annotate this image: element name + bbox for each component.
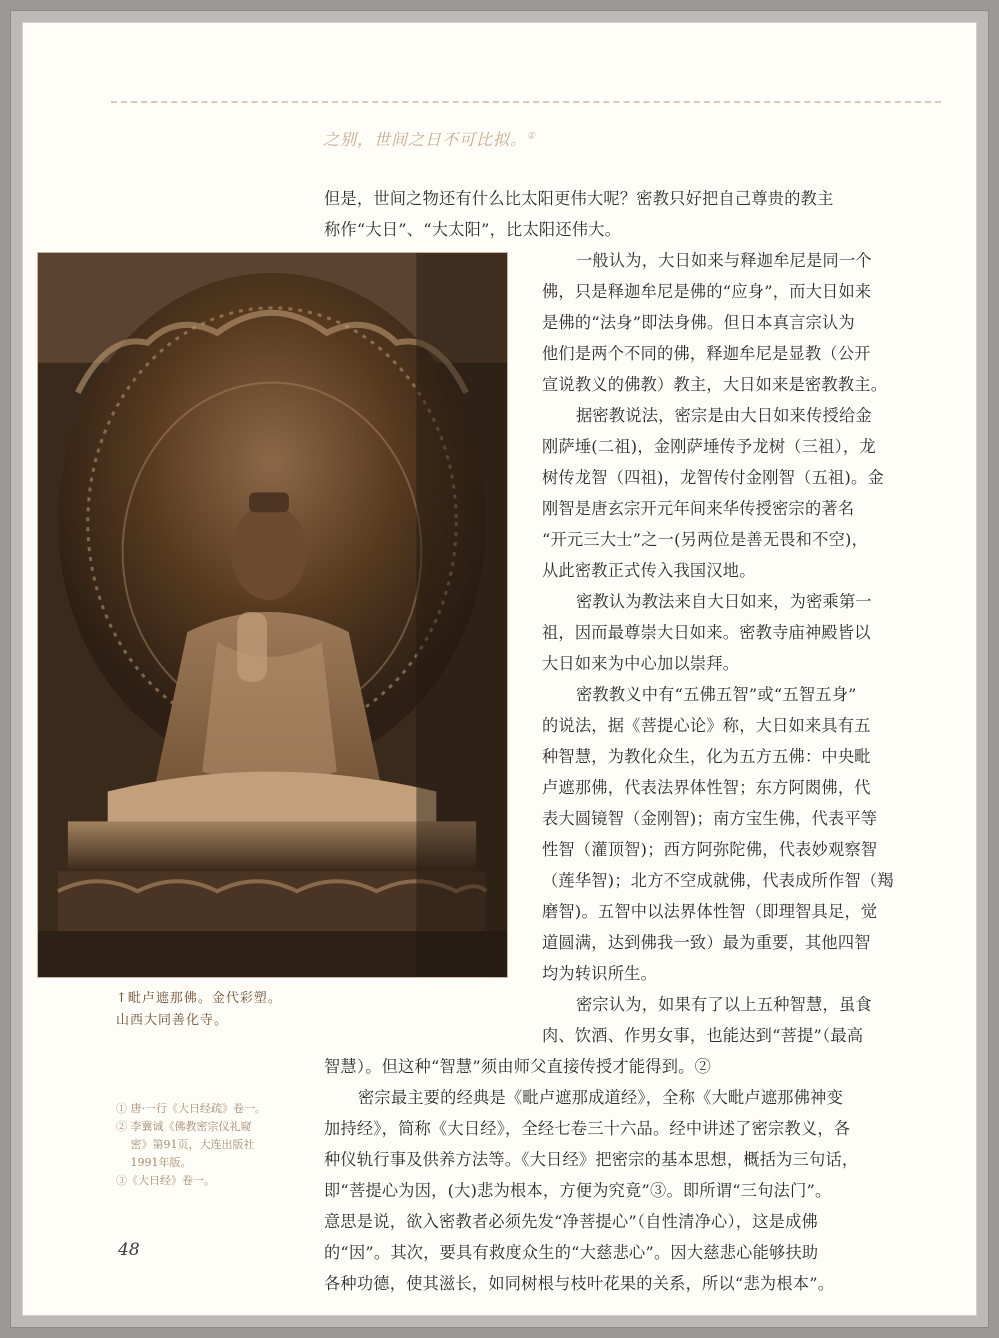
body-line: 但是，世间之物还有什么比太阳更伟大呢？密教只好把自己尊贵的教主 (324, 189, 834, 208)
intro-note: ① (527, 131, 537, 142)
body-line: 宣说教义的佛教）教主，大日如来是密教教主。 (542, 375, 888, 394)
body-line: 意思是说，欲入密教者必须先发“净菩提心”（自性清净心），这是成佛 (324, 1212, 818, 1231)
body-line: 密教教义中有“五佛五智”或“五智五身” (576, 685, 857, 704)
footnote-2-cont: 1991年版。 (116, 1156, 192, 1169)
body-line: 种智慧，为教化众生，化为五方五佛：中央毗 (542, 747, 871, 766)
body-line: 均为转识所生。 (542, 964, 658, 983)
body-line: 称作“大日”、“大太阳”，比太阳还伟大。 (324, 220, 622, 239)
body-line: 从此密教正式传入我国汉地。 (542, 561, 756, 580)
body-line: 的说法，据《菩提心论》称，大日如来具有五 (542, 716, 871, 735)
body-line: 智慧）。但这种“智慧”须由师父直接传授才能得到。② (324, 1057, 712, 1076)
body-line: 即“菩提心为因，(大)悲为根本，方便为究竟”③。即所谓“三句法门”。 (324, 1181, 832, 1200)
body-line: 性智（灌顶智)；西方阿弥陀佛，代表妙观察智 (542, 840, 878, 859)
body-line: 据密教说法，密宗是由大日如来传授给金 (576, 406, 872, 425)
body-line: 道圆满，达到佛我一致）最为重要，其他四智 (542, 933, 871, 952)
body-line: 肉、饮酒、作男女事，也能达到“菩提”（最高 (542, 1026, 864, 1045)
intro-text: 之别，世间之日不可比拟。 (323, 130, 528, 149)
body-line: 密宗认为，如果有了以上五种智慧，虽食 (576, 995, 872, 1014)
footnote-2-cont: 密》第91页，大连出版社 (116, 1138, 255, 1151)
buddha-statue-photo (37, 252, 508, 978)
buddha-statue-icon (38, 253, 507, 977)
body-line: 加持经》，简称《大日经》，全经七卷三十六品。经中讲述了密宗教义，各 (324, 1119, 851, 1138)
body-line: 各种功德，使其滋长，如同树根与枝叶花果的关系，所以“悲为根本”。 (324, 1274, 835, 1293)
body-line: 祖，因而最尊崇大日如来。密教寺庙神殿皆以 (542, 623, 871, 642)
body-line: 密宗最主要的经典是《毗卢遮那成道经》，全称《大毗卢遮那佛神变 (358, 1088, 844, 1107)
caption-line-2: 山西大同善化寺。 (116, 1013, 229, 1028)
body-line: 佛，只是释迦牟尼是佛的“应身”，而大日如来 (542, 282, 872, 301)
body-line: 种仪轨行事及供养方法等。《大日经》把密宗的基本思想，概括为三句话， (324, 1150, 859, 1169)
caption-line-1: ↑毗卢遮那佛。金代彩塑。 (116, 991, 282, 1006)
photo-caption (116, 988, 326, 1032)
body-line: 他们是两个不同的佛，释迦牟尼是显教（公开 (542, 344, 871, 363)
body-line: 是佛的“法身”即法身佛。但日本真言宗认为 (542, 313, 855, 332)
body-line: 卢遮那佛，代表法界体性智；东方阿閦佛，代 (542, 778, 871, 797)
page-number: 48 (118, 1240, 140, 1260)
footnotes (116, 1100, 316, 1190)
body-line: 刚萨埵(二祖)，金刚萨埵传予龙树（三祖），龙 (542, 437, 876, 456)
body-line: 一般认为，大日如来与释迦牟尼是同一个 (576, 251, 872, 270)
intro-line (323, 127, 536, 150)
header-rule (111, 101, 941, 103)
body-line: 大日如来为中心加以崇拜。 (542, 654, 740, 673)
body-line: 表大圆镜智（金刚智)；南方宝生佛，代表平等 (542, 809, 878, 828)
body-line: “开元三大士”之一(另两位是善无畏和不空)， (542, 530, 869, 549)
footnote-1: ① 唐·一行《大日经疏》卷一。 (116, 1102, 266, 1115)
footnote-3: ③《大日经》卷一。 (116, 1174, 215, 1187)
body-line: 密教认为教法来自大日如来，为密乘第一 (576, 592, 872, 611)
footnote-2: ② 李冀诚《佛教密宗仪礼窥 (116, 1120, 252, 1133)
body-line: （莲华智)；北方不空成就佛，代表成所作智（羯 (542, 871, 894, 890)
body-line: 树传龙智（四祖)，龙智传付金刚智（五祖)。金 (542, 468, 884, 487)
body-line: 磨智)。五智中以法界体性智（即理智具足，觉 (542, 902, 878, 921)
body-line: 刚智是唐玄宗开元年间来华传授密宗的著名 (542, 499, 855, 518)
body-line: 的“因”。其次，要具有救度众生的“大慈悲心”。因大慈悲心能够扶助 (324, 1243, 819, 1262)
